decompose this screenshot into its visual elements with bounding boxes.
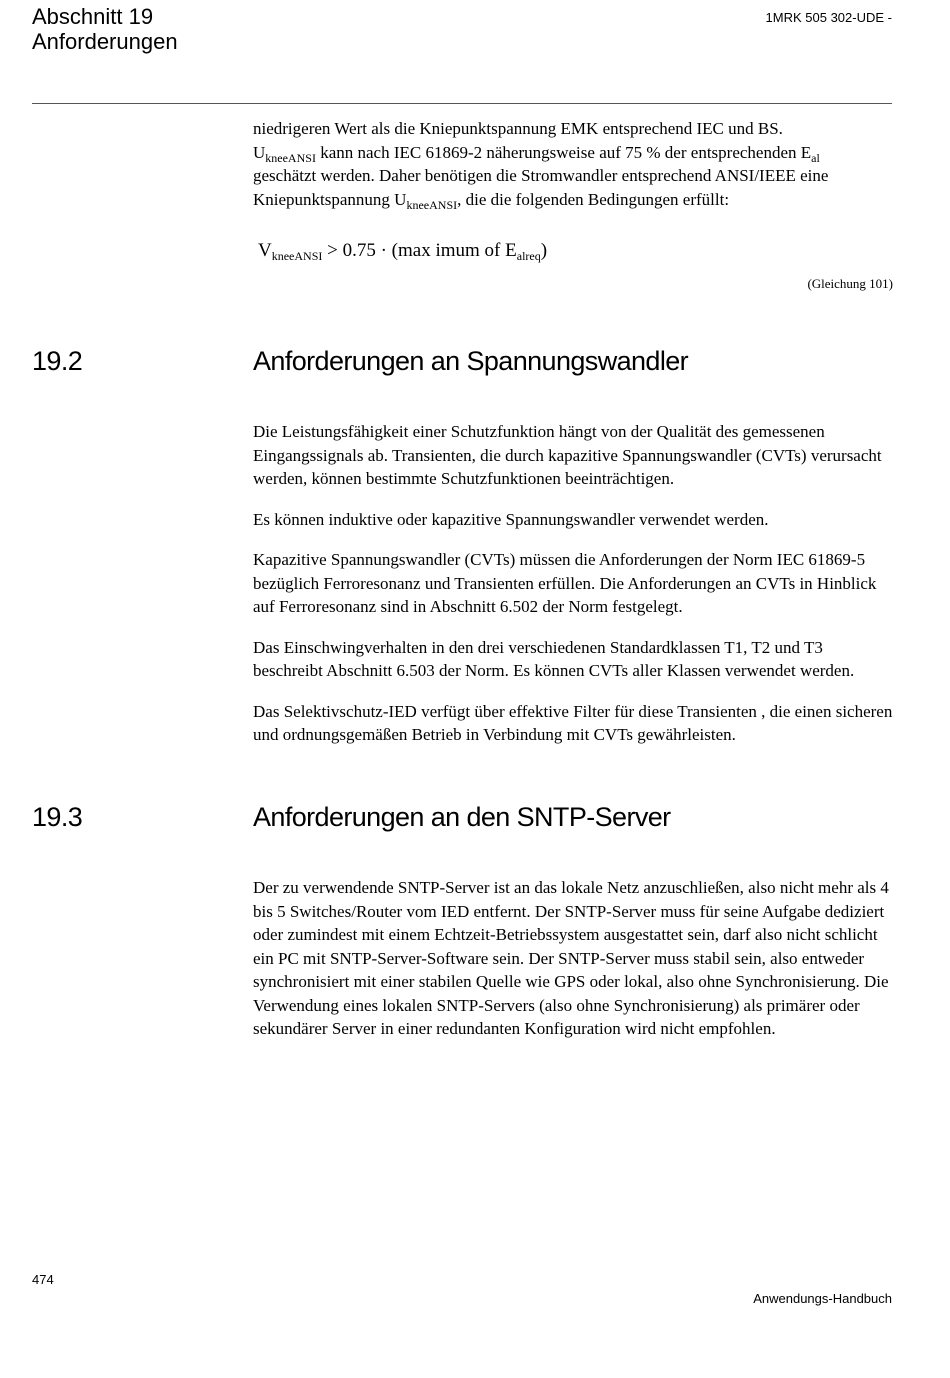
section-19-3-body bbox=[253, 876, 893, 1041]
section-19-2-body bbox=[253, 420, 893, 747]
paragraph: Kapazitive Spannungswandler (CVTs) müssen die Anforderungen der Norm IEC 61869-5 bezüglich Ferroresonanz und Transienten erfüllen. Die Anforderungen an CVTs in Hinblick auf Ferroresonanz sind in Abschnitt 6.502 der Norm festgelegt. bbox=[253, 550, 877, 616]
section-number-19-2: 19.2 bbox=[32, 346, 83, 376]
paragraph: Es können induktive oder kapazitive Spannungswandler verwendet werden. bbox=[253, 509, 769, 529]
intro-line-4: Kniepunktspannung $U_{kneeANSI}$, die die folgenden Bedingungen erfüllt: bbox=[253, 189, 730, 212]
document-number: 1MRK 505 302-UDE - bbox=[765, 10, 892, 25]
page-number: 474 bbox=[32, 1272, 54, 1287]
header-divider bbox=[32, 103, 892, 104]
chapter-heading bbox=[32, 4, 178, 54]
intro-line-1: niedrigeren Wert als die Kniepunktspannung EMK entsprechend IEC und BS. bbox=[253, 119, 783, 138]
paragraph: Der zu verwendende SNTP-Server ist an das lokale Netz anzuschließen, also nicht mehr als 4 bis 5 Switches/Router vom IED entfernt. Der SNTP-Server muss für seine Aufgabe dediziert oder zumindest mit einem Echtzeit-Betriebssystem ausgestattet sein, darf also nicht schlicht ein PC mit SNTP-Server-Software sein. Der SNTP-Server muss stabil sein, also entweder synchronisiert mit einer stabilen Quelle wie GPS oder lokal, also ohne Synchronisierung. Die Verwendung eines lokalen SNTP-Servers (also ohne Synchronisierung) als primärer oder sekundärer Server in einer redundanten Konfiguration wird nicht empfohlen. bbox=[253, 878, 889, 1038]
paragraph: Die Leistungsfähigkeit einer Schutzfunktion hängt von der Qualität des gemessenen Eingangssignals ab. Transienten, die durch kapazitive Spannungswandler (CVTs) verursacht werden, können bestimmte Schutzfunktionen beeinträchtigen. bbox=[253, 422, 882, 488]
equation: $V_{kneeANSI} > 0.75 \cdot (\max$ imum of $E_{alreq}$) bbox=[258, 240, 548, 263]
section-title-19-3: Anforderungen an den SNTP-Server bbox=[253, 802, 671, 832]
intro-line-2: $U_{kneeANSI}$ kann nach IEC 61869-2 näherungsweise auf 75 % der entsprechenden $E_{al}$ bbox=[253, 142, 820, 165]
paragraph: Das Einschwingverhalten in den drei verschiedenen Standardklassen T1, T2 und T3 beschreibt Abschnitt 6.503 der Norm. Es können CVTs aller Klassen verwendet werden. bbox=[253, 637, 855, 680]
intro-paragraph bbox=[253, 117, 893, 211]
equation-label: (Gleichung 101) bbox=[807, 276, 893, 291]
chapter-number: Abschnitt 19 bbox=[32, 4, 154, 29]
paragraph: Das Selektivschutz-IED verfügt über effektive Filter für diese Transienten , die einen sicheren und ordnungsgemäßen Betrieb in Verbindung mit CVTs gewährleisten. bbox=[253, 701, 893, 744]
section-number-19-3: 19.3 bbox=[32, 802, 83, 832]
intro-line-3: geschätzt werden. Daher benötigen die Stromwandler entsprechend ANSI/IEEE eine bbox=[253, 166, 829, 185]
chapter-title: Anforderungen bbox=[32, 29, 178, 54]
section-title-19-2: Anforderungen an Spannungswandler bbox=[253, 346, 689, 376]
manual-name: Anwendungs-Handbuch bbox=[753, 1291, 892, 1306]
